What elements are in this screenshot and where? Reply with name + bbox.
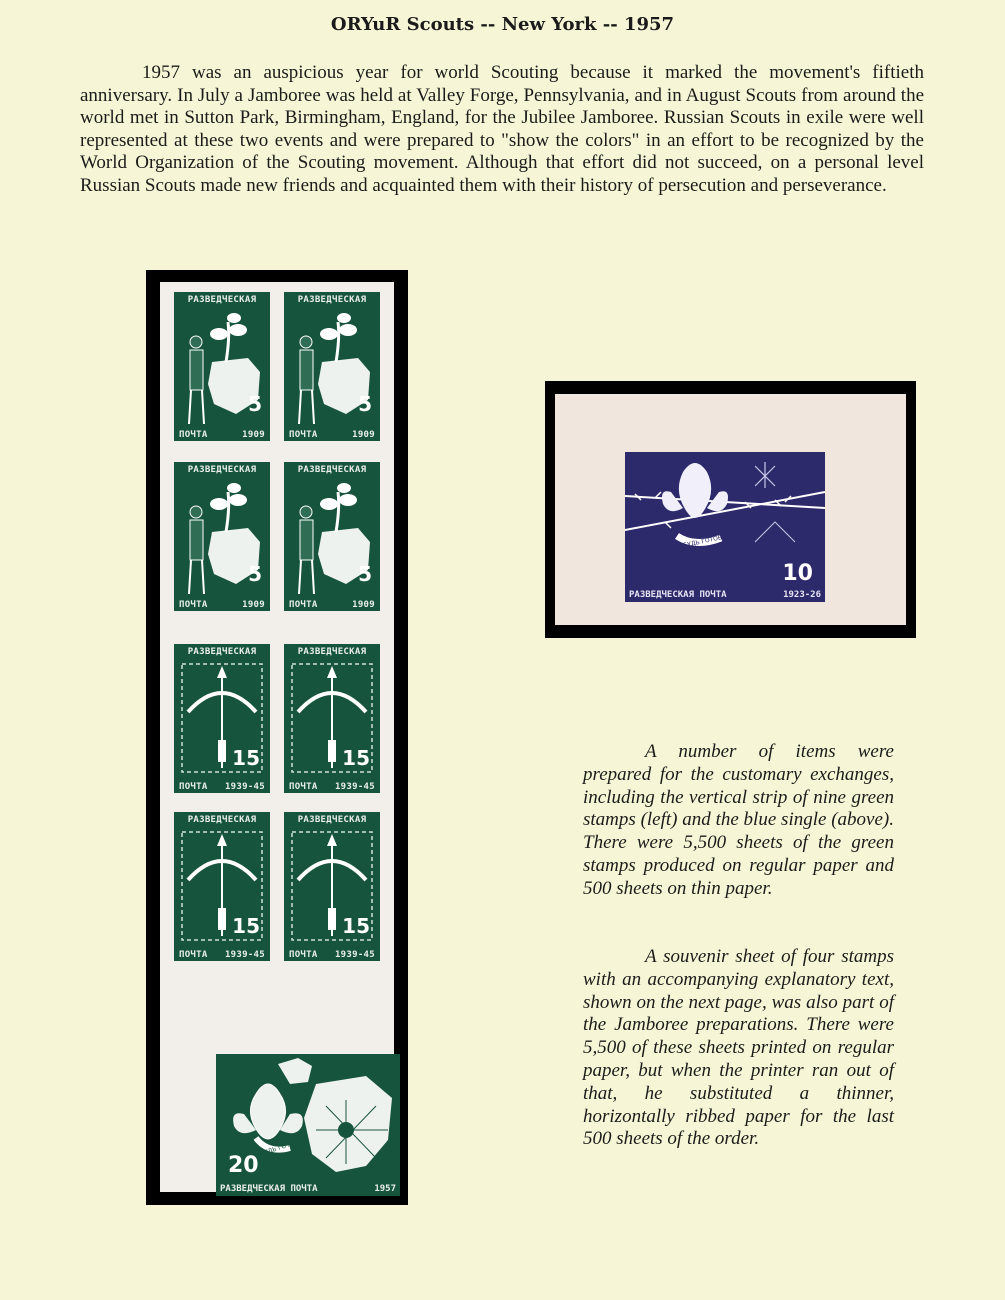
bow-stamp	[284, 644, 380, 793]
stamp-bottom-label: РАЗВЕДЧЕСКАЯ ПОЧТА 1923-26	[629, 590, 821, 600]
caption-souvenir-sheet: A souvenir sheet of four stamps with an accompanying explanatory text, shown on the next page, was also part of the Jamboree preparations. There were 5,500 of these sheets printed on regular paper, but when the printer ran out of that, he substituted a thinner, horizontally ribbed paper for the last 500 sheets of the order.	[583, 946, 894, 1150]
green-strip-paper	[160, 282, 394, 1192]
stamp-denomination: 15	[232, 914, 260, 938]
stamp-top-label: РАЗВЕДЧЕСКАЯ	[187, 815, 257, 825]
bow-stamp	[174, 644, 270, 793]
stamp-bottom-label: ПОЧТА 1909	[289, 430, 375, 440]
blue-stamp-mount	[545, 381, 916, 638]
stamp-bottom-label: ПОЧТА 1909	[289, 600, 375, 610]
scout-figure-icon	[284, 292, 380, 441]
bow-and-arrow-icon	[174, 644, 270, 793]
blue-stamp-paper	[555, 394, 906, 625]
stamp-denomination: 15	[342, 914, 370, 938]
stamp-top-label: РАЗВЕДЧЕСКАЯ	[187, 465, 257, 475]
stamp-denomination: 5	[248, 562, 262, 586]
green-strip-mount	[146, 270, 408, 1205]
scout-stamp	[174, 462, 270, 611]
stamp-denomination: 5	[248, 392, 262, 416]
stamp-top-label: РАЗВЕДЧЕСКАЯ	[187, 647, 257, 657]
stamp-bottom-label: ПОЧТА 1909	[179, 430, 265, 440]
stamp-bottom-label: ПОЧТА 1939-45	[289, 782, 375, 792]
svg-text:БУДЬ ГОТОВ: БУДЬ ГОТОВ	[259, 1138, 300, 1158]
stamp-denomination: 5	[358, 562, 372, 586]
scout-stamp	[284, 292, 380, 441]
bow-and-arrow-icon	[174, 812, 270, 961]
scout-stamp	[284, 462, 380, 611]
stamp-denomination: 20	[228, 1153, 259, 1178]
bow-and-arrow-icon	[284, 812, 380, 961]
stamp-denomination: 15	[342, 746, 370, 770]
bow-stamp	[174, 812, 270, 961]
stamp-bottom-label: ПОЧТА 1909	[179, 600, 265, 610]
stamp-top-label: РАЗВЕДЧЕСКАЯ	[297, 465, 367, 475]
stamp-bottom-label: ПОЧТА 1939-45	[179, 950, 265, 960]
caption-green-and-blue-stamps: A number of items were prepared for the customary exchanges, including the vertical strip of nine green stamps (left) and the blue single (above). There were 5,500 sheets of the green stamps produced on regular paper and 500 sheets on thin paper.	[583, 741, 894, 899]
stamp-denomination: 10	[782, 561, 813, 586]
stamp-denomination: 5	[358, 392, 372, 416]
intro-paragraph: 1957 was an auspicious year for world Scouting because it marked the movement's fiftieth anniversary. In July a Jamboree was held at Valley Forge, Pennsylvania, and in August Scouts from around the world met in Sutton Park, Birmingham, England, for the Jubilee Jamboree. Russian Scouts in exile were well represented at these two events and were prepared to "show the colors" in an effort to be recognized by the World Organization of the Scouting movement. Although that effort did not succeed, on a personal level Russian Scouts made new friends and acquainted them with their history of persecution and perseverance.	[80, 62, 924, 196]
scout-figure-icon	[174, 462, 270, 611]
bow-stamp	[284, 812, 380, 961]
scout-figure-icon	[284, 462, 380, 611]
stamp-bottom-label: ПОЧТА 1939-45	[289, 950, 375, 960]
stamp-top-label: РАЗВЕДЧЕСКАЯ	[297, 295, 367, 305]
stamp-denomination: 15	[232, 746, 260, 770]
page-title: ORYuR Scouts -- New York -- 1957	[330, 14, 675, 35]
stamp-bottom-label: РАЗВЕДЧЕСКАЯ ПОЧТА 1957	[220, 1184, 396, 1194]
scout-figure-icon	[174, 292, 270, 441]
stamp-top-label: РАЗВЕДЧЕСКАЯ	[297, 647, 367, 657]
globe-stamp	[216, 1054, 400, 1196]
scout-stamp	[174, 292, 270, 441]
stamp-top-label: РАЗВЕДЧЕСКАЯ	[297, 815, 367, 825]
stamp-top-label: РАЗВЕДЧЕСКАЯ	[187, 295, 257, 305]
blue-stamp	[625, 452, 825, 602]
svg-text:БУДЬ ГОТОВ: БУДЬ ГОТОВ	[682, 534, 723, 550]
bow-and-arrow-icon	[284, 644, 380, 793]
stamp-bottom-label: ПОЧТА 1939-45	[179, 782, 265, 792]
